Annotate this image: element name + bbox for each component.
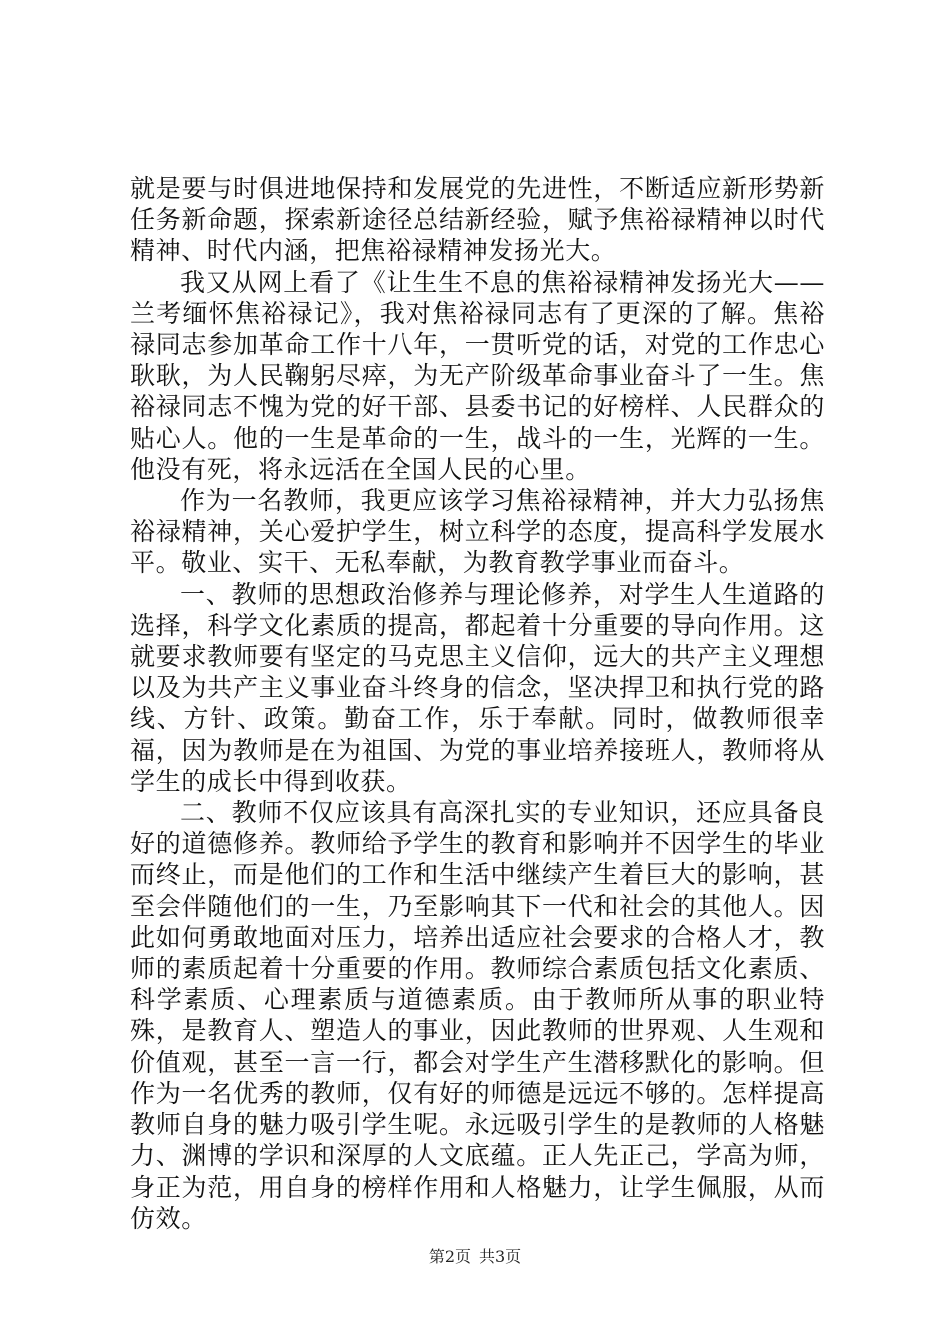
page-total: 共3页 [479,1247,522,1266]
paragraph: 作为一名教师，我更应该学习焦裕禄精神，并大力弘扬焦裕禄精神，关心爱护学生，树立科学的态度，提高科学发展水平。敬业、实干、无私奉献，为教育教学事业而奋斗。 [130,486,825,578]
page-footer [0,1247,950,1267]
page-number: 第2页 [428,1247,471,1266]
paragraph: 我又从网上看了《让生生不息的焦裕禄精神发扬光大——兰考缅怀焦裕禄记》，我对焦裕禄同志有了更深的了解。焦裕禄同志参加革命工作十八年，一贯听党的话，对党的工作忠心耿耿，为人民鞠躬尽瘁，为无产阶级革命事业奋斗了一生。焦裕禄同志不愧为党的好干部、县委书记的好榜样、人民群众的贴心人。他的一生是革命的一生，战斗的一生，光辉的一生。他没有死，将永远活在全国人民的心里。 [130,267,825,484]
paragraph: 二、教师不仅应该具有高深扎实的专业知识，还应具备良好的道德修养。教师给予学生的教育和影响并不因学生的毕业而终止，而是他们的工作和生活中继续产生着巨大的影响，甚至会伴随他们的一生，乃至影响其下一代和社会的其他人。因此如何勇敢地面对压力，培养出适应社会要求的合格人才，教师的素质起着十分重要的作用。教师综合素质包括文化素质、科学素质、心理素质与道德素质。由于教师所从事的职业特殊，是教育人、塑造人的事业，因此教师的世界观、人生观和价值观，甚至一言一行，都会对学生产生潜移默化的影响。但作为一名优秀的教师，仅有好的师德是远远不够的。怎样提高教师自身的魅力吸引学生呢。永远吸引学生的是教师的人格魅力、渊博的学识和深厚的人文底蕴。正人先正己，学高为师，身正为范，用自身的榜样作用和人格魅力，让学生佩服，从而仿效。 [130,798,825,1233]
document-body [130,173,825,1234]
paragraph-continuation: 就是要与时俱进地保持和发展党的先进性，不断适应新形势新任务新命题，探索新途径总结新经验，赋予焦裕禄精神以时代精神、时代内涵，把焦裕禄精神发扬光大。 [130,174,825,266]
paragraph: 一、教师的思想政治修养与理论修养，对学生人生道路的选择，科学文化素质的提高，都起着十分重要的导向作用。这就要求教师要有坚定的马克思主义信仰，远大的共产主义理想以及为共产主义事业奋斗终身的信念，坚决捍卫和执行党的路线、方针、政策。勤奋工作，乐于奉献。同时，做教师很幸福，因为教师是在为祖国、为党的事业培养接班人，教师将从学生的成长中得到收获。 [130,579,825,796]
